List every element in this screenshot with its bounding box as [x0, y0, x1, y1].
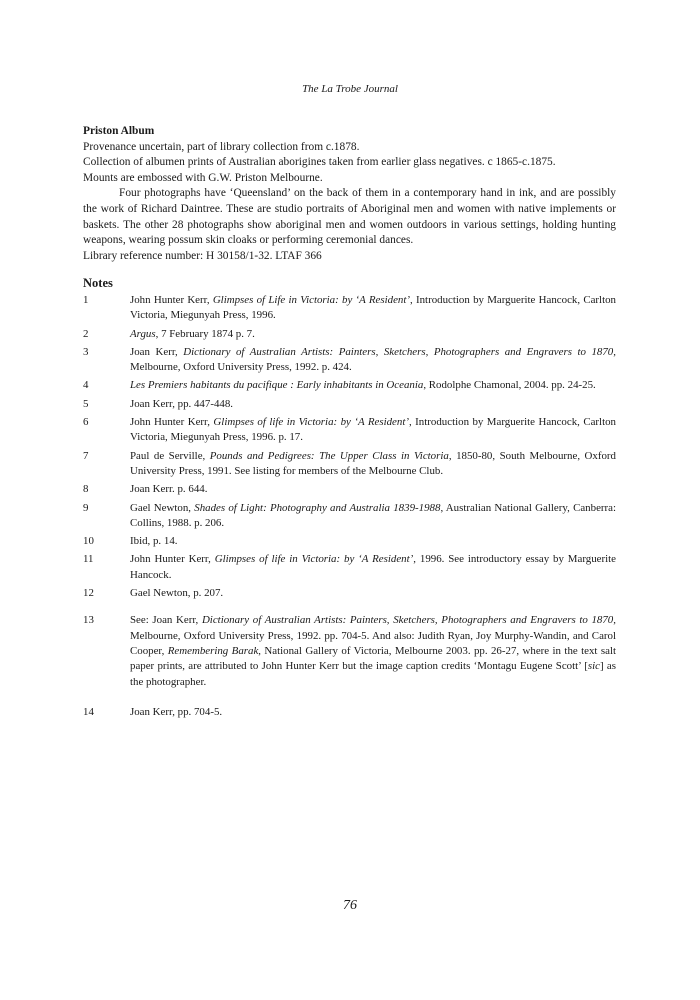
note-item [83, 501, 616, 532]
note-text-segment: , Melbourne, Oxford University Press, 1992. p. 424. [130, 345, 616, 374]
note-number: 13 [83, 614, 94, 627]
note-text-segment: Paul de Serville, [130, 449, 210, 462]
note-item [83, 705, 616, 720]
note-item [83, 415, 616, 446]
note-number: 10 [83, 535, 94, 548]
note-text [130, 378, 616, 393]
notes-list [83, 293, 616, 723]
note-item [83, 345, 616, 376]
note-text [130, 397, 616, 412]
note-text [130, 415, 616, 446]
note-text-segment: , 1996. See introductory essay by Marguerite Hancock. [130, 553, 616, 581]
note-text [130, 482, 616, 497]
note-item [83, 613, 616, 689]
note-item [83, 293, 616, 324]
note-text-segment: Joan Kerr, pp. 447-448. [130, 397, 234, 410]
note-title-italic: sic [587, 660, 601, 673]
note-title-italic: Remembering Barak [167, 644, 259, 657]
note-number: 4 [83, 379, 89, 392]
note-text-segment: , National Gallery of Victoria, Melbourne 2003. pp. 26-27, where in the text salt paper prints, are attributed to John Hunter Kerr but the image caption credits ‘Montagu Eugene Scott’ [ [130, 644, 616, 673]
note-text-segment: , Introduction by Marguerite Hancock, Carlton Victoria, Miegunyah Press, 1996. p. 17. [130, 416, 616, 444]
note-number: 3 [83, 345, 89, 358]
note-item [83, 378, 616, 393]
album-reference: Library reference number: H 30158/1-32. LTAF 366 [83, 249, 322, 262]
note-text [130, 586, 616, 601]
note-text-segment: , 7 February 1874 p. 7. [155, 327, 255, 340]
note-text [130, 327, 616, 342]
note-number: 2 [83, 327, 89, 340]
note-number: 5 [83, 397, 89, 410]
note-text [130, 345, 616, 376]
note-title-italic: Glimpses of life in Victoria: by ‘A Resident’ [213, 416, 409, 429]
note-title-italic: Glimpses of life in Victoria: by ‘A Resident’ [214, 553, 414, 566]
note-text-segment: Ibid, p. 14. [130, 535, 178, 548]
note-item [83, 482, 616, 497]
note-text [130, 552, 616, 583]
album-line-mounts: Mounts are embossed with G.W. Priston Melbourne. [83, 171, 323, 184]
note-text-segment: , Rodolphe Chamonal, 2004. pp. 24-25. [423, 379, 596, 392]
note-item [83, 449, 616, 480]
album-section [83, 124, 616, 264]
note-number: 7 [83, 449, 89, 462]
note-number: 11 [83, 553, 94, 566]
note-title-italic: Glimpses of Life in Victoria: by ‘A Resident’ [212, 294, 410, 306]
notes-heading: Notes [83, 276, 113, 290]
note-text-segment: , Australian National Gallery, Canberra: Collins, 1988. p. 206. [130, 501, 617, 529]
note-number: 12 [83, 587, 94, 600]
album-line-collection: Collection of albumen prints of Australian aborigines taken from earlier glass negatives. c 1865-c.1875. [83, 156, 556, 169]
note-item [83, 586, 616, 601]
page-number: 76 [343, 898, 357, 913]
note-title-italic: Dictionary of Australian Artists: Painters, Sketchers, Photographers and Engravers to 1870 [201, 614, 614, 627]
note-text-segment: Joan Kerr, pp. 704-5. [130, 705, 223, 718]
album-line-provenance: Provenance uncertain, part of library collection from c.1878. [83, 140, 360, 153]
note-text-segment: John Hunter Kerr, [130, 553, 215, 566]
note-text-segment: John Hunter Kerr, [130, 416, 214, 429]
album-description: Four photographs have ‘Queensland’ on the back of them in a contemporary hand in ink, and are possibly the work of Richard Daintree. These are studio portraits of Aboriginal men and women with native implements or baskets. The other 28 photographs show aboriginal men and women outdoors in various settings, holding hunting weapons, wearing possum skin cloaks or performing ceremonial dances. [83, 187, 616, 247]
note-text [130, 293, 616, 324]
note-text [130, 501, 616, 532]
note-text [130, 534, 616, 549]
note-text-segment: , Introduction by Marguerite Hancock, Carlton Victoria, Miegunyah Press, 1996. [130, 294, 616, 322]
note-text-segment: Gael Newton, [130, 501, 195, 514]
running-header: The La Trobe Journal [302, 83, 398, 95]
note-text [130, 449, 616, 480]
note-title-italic: Shades of Light: Photography and Australia 1839-1988 [194, 501, 441, 514]
note-text-segment: Gael Newton, p. 207. [130, 587, 224, 600]
note-text-segment: , 1850-80, South Melbourne, Oxford University Press, 1991. See listing for members of the Melbourne Club. [130, 449, 617, 477]
note-text [130, 613, 616, 689]
note-text-segment: ] as the photographer. [130, 660, 616, 688]
note-text-segment: John Hunter Kerr, [130, 294, 213, 306]
note-number: 9 [83, 501, 89, 514]
note-title-italic: Argus [130, 327, 156, 340]
note-item [83, 397, 616, 412]
note-title-italic: Pounds and Pedigrees: The Upper Class in Victoria [209, 449, 449, 462]
note-number: 1 [83, 294, 89, 306]
album-title: Priston Album [83, 125, 155, 137]
note-text-segment: Joan Kerr, [130, 345, 184, 358]
note-item [83, 534, 616, 549]
note-title-italic: Dictionary of Australian Artists: Painters, Sketchers, Photographers and Engravers to 1870 [183, 345, 614, 358]
note-title-italic: Les Premiers habitants du pacifique : Early inhabitants in Oceania [130, 379, 424, 392]
note-text-segment: See: Joan Kerr, [130, 614, 202, 627]
note-item [83, 327, 616, 342]
note-number: 14 [83, 705, 94, 718]
note-item [83, 552, 616, 583]
note-text [130, 705, 616, 720]
note-number: 8 [83, 483, 89, 496]
note-text-segment: Joan Kerr. p. 644. [130, 483, 208, 496]
note-text-segment: , Melbourne, Oxford University Press, 1992. pp. 704-5. And also: Judith Ryan, Joy Murphy-Wandin, and Carol Cooper, [130, 614, 616, 657]
note-number: 6 [83, 416, 89, 429]
